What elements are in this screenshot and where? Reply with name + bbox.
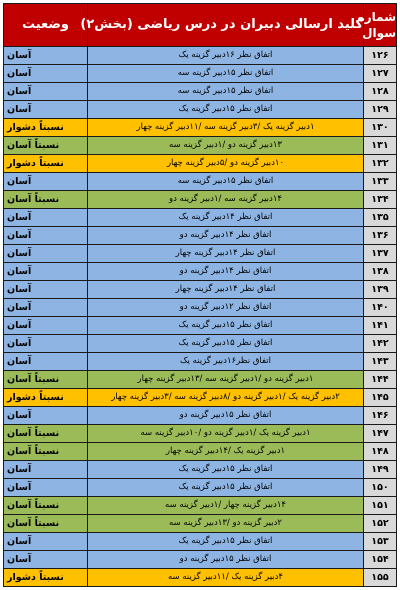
answer-key-cell: ۴دبیر گزینه یک /۱۱دبیر گزینه سه <box>88 569 364 587</box>
table-row <box>4 551 397 569</box>
question-number-cell: ۱۴۳ <box>364 353 397 371</box>
answer-key-cell: اتفاق نظر ۱۵دبیر گزینه یک <box>88 533 364 551</box>
difficulty-status-cell: آسان <box>4 299 88 317</box>
answer-key-cell: اتفاق نظر ۱۴دبیر گزینه دو <box>88 263 364 281</box>
table-row <box>4 281 397 299</box>
table-row <box>4 443 397 461</box>
difficulty-status-cell: نسبتاً آسان <box>4 497 88 515</box>
header-number-line1: شماره <box>357 10 396 24</box>
difficulty-status-cell: نسبتاً دشوار <box>4 569 88 587</box>
table-row <box>4 407 397 425</box>
difficulty-status-cell: آسان <box>4 353 88 371</box>
header-key: کلید ارسالی دبیران در درس ریاضی (بخش۲) <box>88 4 364 47</box>
question-number-cell: ۱۲۶ <box>364 47 397 65</box>
table-row <box>4 155 397 173</box>
difficulty-status-cell: آسان <box>4 551 88 569</box>
difficulty-status-cell: آسان <box>4 245 88 263</box>
difficulty-status-cell: آسان <box>4 65 88 83</box>
difficulty-status-cell: آسان <box>4 533 88 551</box>
answer-key-cell: اتفاق نظر ۱۵دبیر گزینه دو <box>88 407 364 425</box>
table-row <box>4 353 397 371</box>
table-row <box>4 65 397 83</box>
difficulty-status-cell: آسان <box>4 407 88 425</box>
difficulty-status-cell: آسان <box>4 281 88 299</box>
difficulty-status-cell: نسبتاً آسان <box>4 425 88 443</box>
table-row <box>4 533 397 551</box>
table-row <box>4 173 397 191</box>
question-number-cell: ۱۳۳ <box>364 173 397 191</box>
question-number-cell: ۱۴۰ <box>364 299 397 317</box>
answer-key-cell: ۱دبیر گزینه یک /۱دبیر گزینه دو /۱۰دبیر گزینه سه <box>88 425 364 443</box>
answer-key-cell: اتفاق نظر ۱۵دبیر گزینه یک <box>88 461 364 479</box>
table-body <box>4 47 397 587</box>
answer-key-cell: اتفاق نظر ۱۵دبیر گزینه سه <box>88 83 364 101</box>
question-number-cell: ۱۲۸ <box>364 83 397 101</box>
question-number-cell: ۱۵۲ <box>364 515 397 533</box>
answer-key-cell: ۱۰دبیر گزینه دو /۵دبیر گزینه چهار <box>88 155 364 173</box>
question-number-cell: ۱۵۵ <box>364 569 397 587</box>
difficulty-status-cell: آسان <box>4 47 88 65</box>
difficulty-status-cell: نسبتاً آسان <box>4 137 88 155</box>
table-row <box>4 47 397 65</box>
table-row <box>4 335 397 353</box>
header-question-number <box>357 4 397 47</box>
table-row <box>4 389 397 407</box>
answer-key-cell: اتفاق نظر ۱۴دبیر گزینه چهار <box>88 245 364 263</box>
difficulty-status-cell: آسان <box>4 335 88 353</box>
difficulty-status-cell: آسان <box>4 479 88 497</box>
question-number-cell: ۱۲۷ <box>364 65 397 83</box>
question-number-cell: ۱۳۱ <box>364 137 397 155</box>
table-row <box>4 317 397 335</box>
question-number-cell: ۱۴۹ <box>364 461 397 479</box>
answer-key-cell: ۲دبیر گزینه یک /۱دبیر گزینه دو /۸دبیر گزینه سه /۳دبیر گزینه چهار <box>88 389 364 407</box>
answer-key-cell: اتفاق نظر ۱۵دبیر گزینه یک <box>88 101 364 119</box>
difficulty-status-cell: نسبتاً آسان <box>4 371 88 389</box>
table-row <box>4 425 397 443</box>
question-number-cell: ۱۳۵ <box>364 209 397 227</box>
table-row <box>4 263 397 281</box>
question-number-cell: ۱۳۰ <box>364 119 397 137</box>
table-row <box>4 101 397 119</box>
question-number-cell: ۱۳۷ <box>364 245 397 263</box>
question-number-cell: ۱۵۰ <box>364 479 397 497</box>
answer-key-cell: اتفاق نظر ۱۶دبیر گزینه یک <box>88 47 364 65</box>
question-number-cell: ۱۴۷ <box>364 425 397 443</box>
table-row <box>4 137 397 155</box>
table-row <box>4 209 397 227</box>
answer-key-cell: اتفاق نظر ۱۲دبیر گزینه دو <box>88 299 364 317</box>
answer-key-cell: اتفاق نظر ۱۵دبیر گزینه سه <box>88 65 364 83</box>
table-row <box>4 227 397 245</box>
question-number-cell: ۱۴۲ <box>364 335 397 353</box>
answer-key-cell: اتفاق نظر ۱۵دبیر گزینه یک <box>88 335 364 353</box>
answer-key-cell: اتفاق نظر ۱۵دبیر گزینه دو <box>88 551 364 569</box>
question-number-cell: ۱۳۲ <box>364 155 397 173</box>
difficulty-status-cell: آسان <box>4 461 88 479</box>
table-row <box>4 83 397 101</box>
answer-key-cell: ۱دبیر گزینه دو /۱دبیر گزینه سه /۱۳دبیر گزینه چهار <box>88 371 364 389</box>
question-number-cell: ۱۴۵ <box>364 389 397 407</box>
difficulty-status-cell: نسبتاً آسان <box>4 515 88 533</box>
question-number-cell: ۱۳۸ <box>364 263 397 281</box>
question-number-cell: ۱۴۸ <box>364 443 397 461</box>
answer-key-cell: ۱دبیر گزینه یک /۱۴دبیر گزینه چهار <box>88 443 364 461</box>
answer-key-cell: ۱دبیر گزینه یک /۳دبیر گزینه سه /۱۱دبیر گزینه چهار <box>88 119 364 137</box>
answer-key-cell: ۱۴دبیر گزینه سه /۱دبیر گزینه دو <box>88 191 364 209</box>
difficulty-status-cell: نسبتاً دشوار <box>4 155 88 173</box>
question-number-cell: ۱۳۹ <box>364 281 397 299</box>
answer-key-cell: اتفاق نظر ۱۵دبیر گزینه یک <box>88 479 364 497</box>
difficulty-status-cell: آسان <box>4 101 88 119</box>
table-row <box>4 371 397 389</box>
answer-key-cell: اتفاق نظر ۱۴دبیر گزینه چهار <box>88 281 364 299</box>
table-row <box>4 299 397 317</box>
answer-key-cell: اتفاق نظر ۱۴دبیر گزینه دو <box>88 227 364 245</box>
question-number-cell: ۱۲۹ <box>364 101 397 119</box>
question-number-cell: ۱۴۶ <box>364 407 397 425</box>
table-row <box>4 461 397 479</box>
difficulty-status-cell: نسبتاً آسان <box>4 443 88 461</box>
table-row <box>4 119 397 137</box>
header-number-line2: سوال <box>362 26 396 40</box>
answer-key-cell: اتفاق نظر ۱۵دبیر گزینه یک <box>88 317 364 335</box>
table-row <box>4 191 397 209</box>
table-row <box>4 245 397 263</box>
header-status: وضعیت <box>4 4 88 47</box>
answer-key-cell: ۱۴دبیر گزینه چهار /۱دبیر گزینه سه <box>88 497 364 515</box>
question-number-cell: ۱۴۴ <box>364 371 397 389</box>
answer-key-cell: ۲دبیر گزینه دو /۱۳دبیر گزینه سه <box>88 515 364 533</box>
difficulty-status-cell: آسان <box>4 173 88 191</box>
difficulty-status-cell: نسبتاً دشوار <box>4 119 88 137</box>
difficulty-status-cell: آسان <box>4 263 88 281</box>
question-number-cell: ۱۴۱ <box>364 317 397 335</box>
question-number-cell: ۱۳۴ <box>364 191 397 209</box>
difficulty-status-cell: نسبتاً دشوار <box>4 389 88 407</box>
difficulty-status-cell: آسان <box>4 227 88 245</box>
header-row <box>4 4 397 47</box>
answer-key-cell: اتفاق نظر ۱۵دبیر گزینه سه <box>88 173 364 191</box>
question-number-cell: ۱۵۴ <box>364 551 397 569</box>
table-row <box>4 515 397 533</box>
question-number-cell: ۱۵۳ <box>364 533 397 551</box>
table-row <box>4 479 397 497</box>
difficulty-status-cell: آسان <box>4 209 88 227</box>
answer-key-cell: اتفاق نظر۱۶دبیر گزینه یک <box>88 353 364 371</box>
difficulty-status-cell: نسبتاً آسان <box>4 191 88 209</box>
answer-key-cell: ۱۳دبیر گزینه دو /۱دبیر گزینه سه <box>88 137 364 155</box>
table-row <box>4 569 397 587</box>
question-number-cell: ۱۵۱ <box>364 497 397 515</box>
answer-key-table <box>3 3 397 587</box>
answer-key-cell: اتفاق نظر ۱۴دبیر گزینه یک <box>88 209 364 227</box>
difficulty-status-cell: آسان <box>4 83 88 101</box>
table-row <box>4 497 397 515</box>
question-number-cell: ۱۳۶ <box>364 227 397 245</box>
difficulty-status-cell: آسان <box>4 317 88 335</box>
